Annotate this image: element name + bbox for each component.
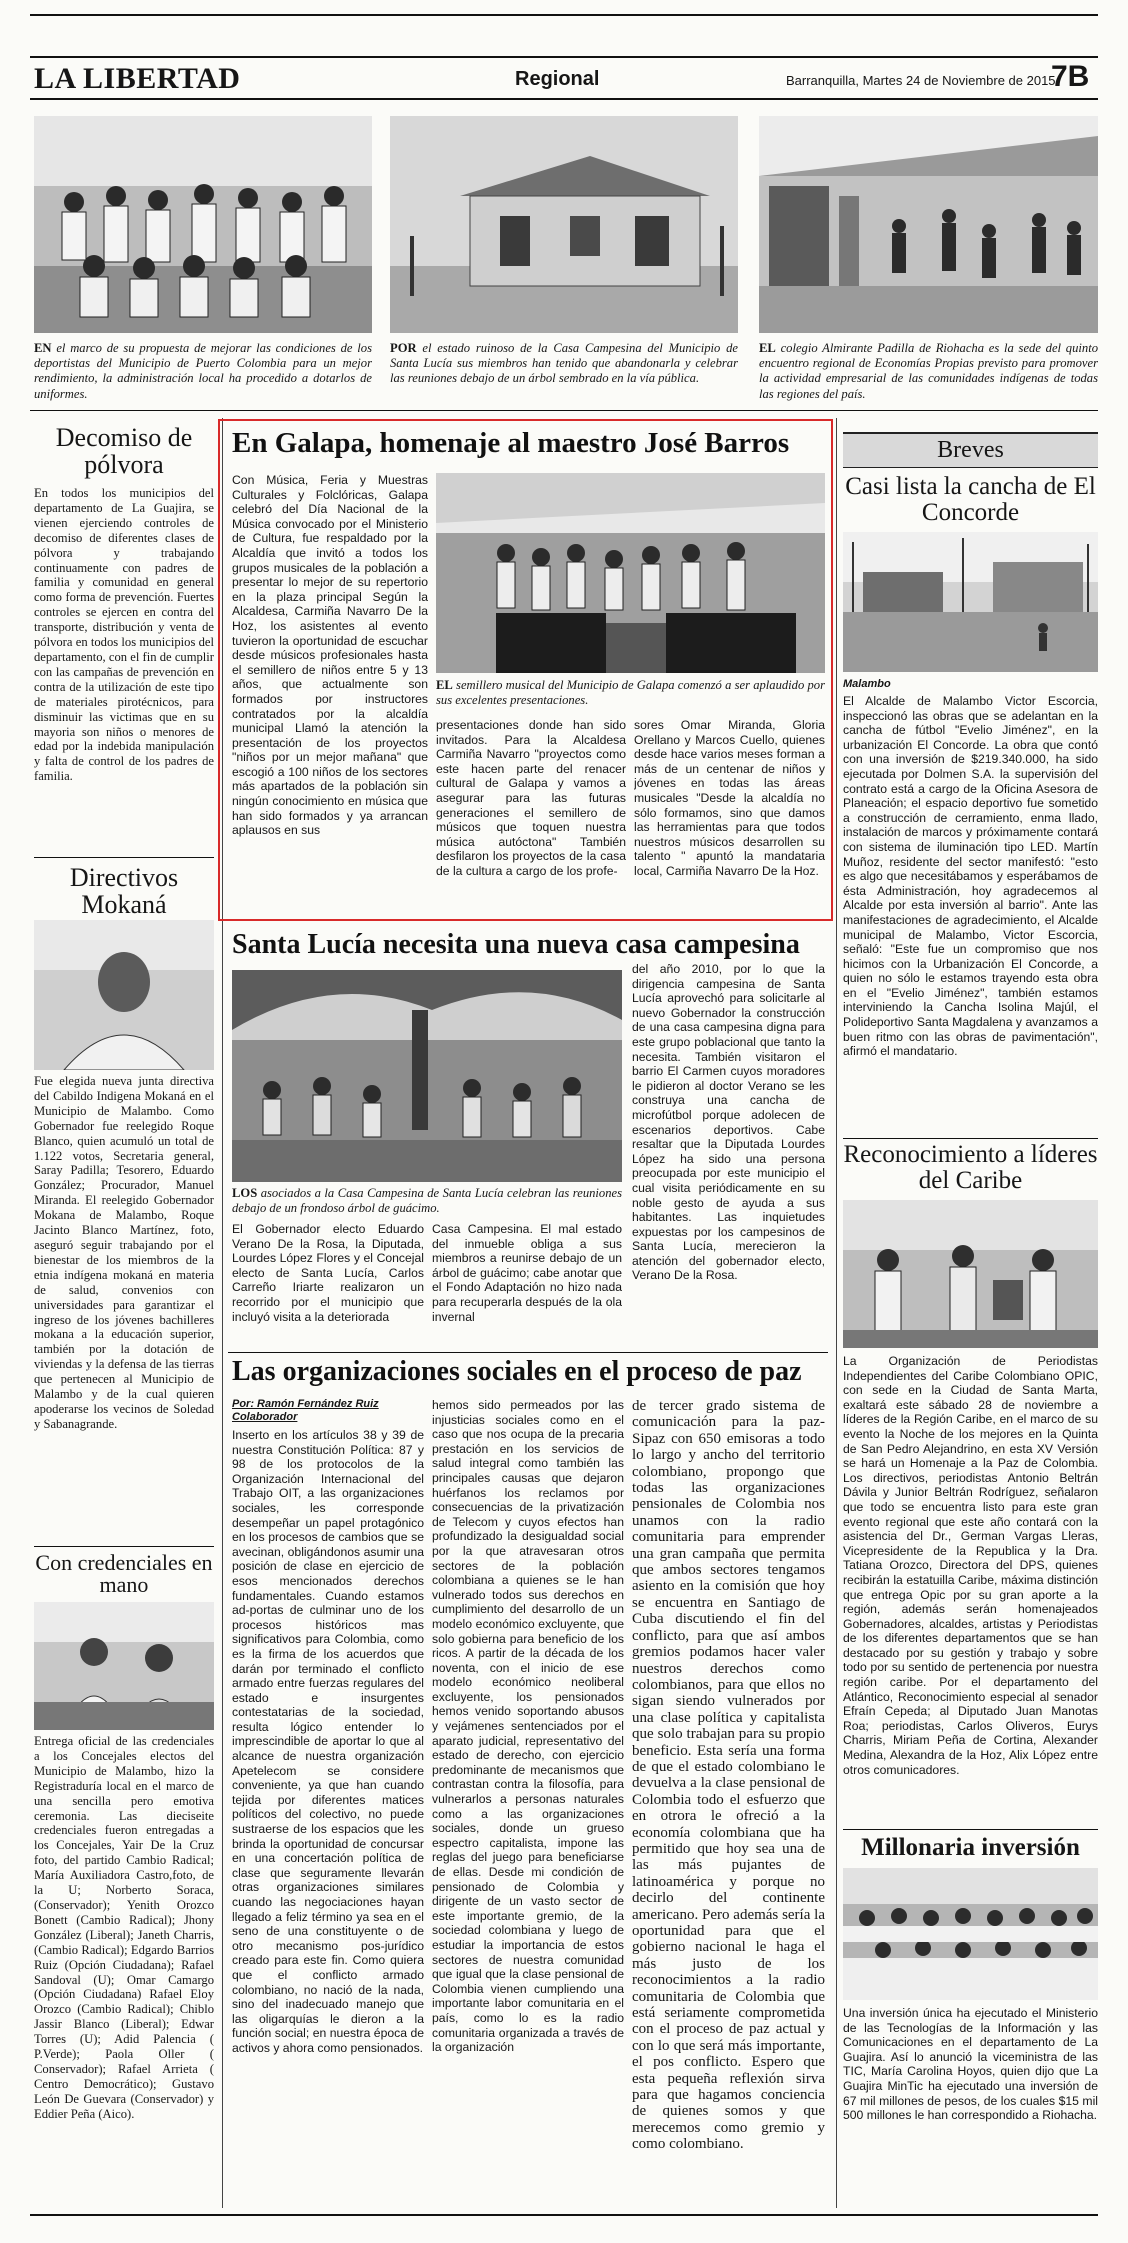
students-photo [843,1868,1098,2000]
galapa-photo-caption: EL semillero musical del Municipio de Galapa comenzó a ser aplaudido por sus excelentes presentaciones. [436,678,825,708]
reconocimiento-headline: Reconocimiento a líderes del Caribe [843,1141,1098,1194]
top-rule [30,14,1098,16]
millonaria-body: Una inversión única ha ejecutado el Ministerio de las Tecnologías de la Información y las Comunicaciones en el departamento de La Guajira. Así lo anunció la viceministra de las TIC, María Carolina Hoyos, quien dijo que La Guajira MinTic ha ejecutado una inversión de 67 mil millones de pesos, de los cuales $15 mil 500 millones le han correspondido a Riohacha. [843,2006,1098,2123]
page-number: 7B [1051,60,1090,93]
organizaciones-col3: de tercer grado sistema de comunicación para la paz- Sipaz con 650 emisoras a todo lo largo y ancho del territorio colombiano, propongo que todas las organizaciones pensionales de Colombia nos unamos con la radio comunitaria para emprender una gran campaña que permita que ambos sectores tengamos asiento en la comisión que hoy se encuentra en Santiago de Cuba discutiendo el fin del conflicto, para que así ambos gremios podamos hacer valer nuestros derechos como colombianos, para que ellos no sigan siendo vulnerados por una clase política y capitalista que solo trabajan para su propio beneficio. Esta sería una forma de que el estado colombiano le devuelva a la clase pensional de Colombia todo el esfuerzo que en otrora le ofreció a la economía colombiana que ha permitido que hoy sea una de las más pujantes de latinoamérica y porque no decirlo del continente americano. Pero además sería la oportunidad para que el gobierno nacional le haga el más justo de los reconocimientos a la radio comunitaria de Colombia que está seriamente comprometida con el proceso de paz actual y con lo que será más importante, el pos conflicto. Espero que esta pequeña reflexión sirva para que hagamos conciencia de quienes somos y que merecemos como gremio y como colombiano. [632,1398,825,2153]
concorde-rule [843,1138,1098,1139]
directivos-headline: Directivos Mokaná [69,863,179,919]
top-photo-2-caption: POR el estado ruinoso de la Casa Campesina del Municipio de Santa Lucía sus miembros han tenido que abandonarla y celebrar las reuniones debajo de un árbol sembrado en la vía pública. [390,341,738,386]
organizaciones-col2: hemos sido permeados por las injusticias sociales como en el caso que nos ocupa de la precaria prestación en los servicios de salud integral como también las principales causas que dejaron huérfanos los reclamos por consecuencias de la privatización de Telecom y cuyos efectos han profundizado la desigualdad social por la que atravesaran otros sectores de la población colombiana a quienes se le han vulnerado todos sus derechos en cumplimiento del desarrollo de un modelo económico excluyente, que solo gobierna para beneficio de los ricos. A partir de la década de los noventa, con el inicio de ese modelo económico neoliberal excluyente, los pensionados hemos venido soportando abusos y vejámenes sentenciados por el aparato judicial, representativo del estado de derecho, con ejercicio predominante de mecanismos que contrastan contra la filosofía, para vulnerarlos a personas naturales como a las organizaciones sociales, donde un grueso espectro capitalista, impone las reglas del juego para beneficiarse de ellas. Desde mi condición de pensionado de Colombia y dirigente de un vasto sector de este importante gremio, de la sociedad colombiana y luego de estudiar la importancia de estos sectores de nuestra comunidad que igual que la clase pensional de Colombia vienen cumpliendo una importante labor comunitaria en el país, como lo es la radio comunitaria organizada a través de la organización [432,1398,624,2055]
dateline: Barranquilla, Martes 24 de Noviembre de 2015 [786,73,1056,88]
santa-lucia-rule [228,1352,828,1353]
santa-lucia-photo-caption: LOS asociados a la Casa Campesina de Santa Lucía celebran las reuniones debajo de un frondoso árbol de guácimo. [232,1186,622,1216]
reconocimiento-body: La Organización de Periodistas Independientes del Caribe Colombiano OPIC, con sede en la Ciudad de Santa Marta, exaltará este sábado 28 de noviembre a líderes de la Región Caribe, en el marco de su evento la Noche de los mejores en la Quinta de San Pedro Alejandrino, en esta XV Versión se hará un Homenaje a la Paz de Colombia. Los directivos, periodistas Antonio Beltrán Dávila y Junior Beltrán Rodríguez, señalaron que todo se encuentra listo para este gran evento regional que este año contará con la asistencia del Dr., German Vargas Lleras, Vicepresidente de la Republica y la Dra. Tatiana Orozco, Directora del DPS, quienes recibirán la estatuilla Caribe, máxima distinción que entrega Opic por su gran aporte a la región, además serán homenajeados Gobernadores, alcaldes, artistas y Periodistas de los diferentes departamentos que se han destacado por su gestión y trabajo y sobre todo por su sentido de pertenencia por nuestra región caribe. Por el departamento del Atlántico, Reconocimiento especial al senador Efraín Cepeda; al Diputado Juan Manotas Roa; periodistas, Carlos Oliveros, Eurys Charris, Miriam Peña de Cortina, Alexander Medina, Alexandra de la Hoz, Alix López entre otros comunicadores. [843,1354,1098,1777]
credentials-ceremony-photo [34,1602,214,1730]
masthead-rule-top [30,56,1098,58]
directivos-body: Fue elegida nueva junta directiva del Cabildo Indigena Mokaná en el Municipio de Malambo. Como Gobernador fue reelegido Roque Blanco, quien acumuló un total de 1.122 votos, Secretaria general, Saray Padilla; Tesorero, Eduardo González; Procurador, Manuel Miranda. El reelegido Gobernador Mokana de Malambo, Roque Jacinto Blanco Martínez, foto, aseguró seguir trabajando por el bienestar de los miembros de la etnia indígena mokaná en materia de salud, convenios con universidades para garantizar el ingreso de los jóvenes bachilleres mokana a la educación superior, también por la dotación de viviendas y la defensa de las tierras que pertenecen al Municipio de Malambo y de la cual quieren apoderarse los vecinos de Soledad y Sabanagrande. [34,1074,214,1431]
decomiso-headline: Decomiso de pólvora [55,423,193,479]
reconocimiento-rule [843,1829,1098,1830]
galapa-col2: presentaciones donde han sido invitados. Para la Alcaldesa Carmiña Navarro "proyectos como este hacen parte del renacer cultural de Galapa y vamos a asegurar para las futuras generaciones el semillero de músicos que toquen nuestra música autóctona" También desfilaron los proyectos de la casa de la cultura a cargo de los profe- [436,718,626,878]
santa-lucia-col2: Casa Campesina. El mal estado del inmueble obliga a sus miembros a reunirse debajo de un árbol de guácimo; cabe anotar que el Fondo Adaptación no hizo nada para recuperarla después de la ola invernal [432,1222,622,1324]
top-photo-1-caption: EN el marco de su propuesta de mejorar las condiciones de los deportistas del Municipio de Puerto Colombia para un mejor rendimiento, la administración local ha procedido a dotarlos de uniformes. [34,341,372,401]
bottom-rule [30,2214,1098,2216]
organizaciones-col1: Inserto en los artículos 38 y 39 de nuestra Constitución Política: 87 y 98 de los protocolos de la Organización Internacional del Trabajo OIT, a las organizaciones sociales, les corresponde desempeñar un papel protagónico en los procesos de cambios que se avecinan, obligándonos asumir una posición de clase en ejercicio de esos mencionados derechos fundamentales. Cuando estamos ad-portas de culminar uno de los procesos históricos mas significativos para Colombia, como es la firma de los acuerdos que darán por terminado el conflicto armado entre fuerzas regulares del estado e insurgentes contestatarias de la sociedad, resulta lógico entender lo imprescindible de aportar lo que al alcance de nuestra organización Apetelecom se considere conveniente, ya que han cuando tejida por diferentes matices políticos del colectivo, no puede sustraerse de los espacios que les brinda la oportunidad de concursar en una concertación política de clase que seguramente llevarán otras organizaciones similares cuando las negociaciones hayan llegado a feliz término ya sea en el seno de una constituyente o de otro mecanismo pos-jurídico creado para este fin. Como quiera que el conflicto armado colombiano, no nació de la nada, sino del inadecuado manejo que las oligarquías le dieron a la función social; en nuestra época de activos y ahora como pensionados. [232,1428,424,2055]
top-photo-3-caption: EL colegio Almirante Padilla de Riohacha es la sede del quinto encuentro regional de Economías Propias previsto para promover la actividad empresarial de las comunidades indígenas de todas las regiones del país. [759,341,1098,401]
credenciales-headline: Con credenciales en mano [35,1550,213,1597]
galapa-col3: sores Omar Miranda, Gloria Orellano y Marcos Cuello, quienes desde hace varios meses forman a más de un centenar de niños y jóvenes en todas las áreas musicales "Desde la alcaldía no sólo formamos, sino que damos las herramientas para que todos nuestros músicos desarrollen su talento " apuntó la mandataria local, Carmiña Navarro De la Hoz. [634,718,825,878]
music-band-photo [436,473,825,673]
breves-label: Breves [843,432,1098,468]
directivos-rule [34,1546,214,1547]
credenciales-body: Entrega oficial de las credenciales a los Concejales electos del Municipio de Malambo, hizo la Registraduría local en el marco de una sencilla pero emotiva ceremonia. Las dieciseite credenciales fueron entregadas a los Concejales, Yair De la Cruz foto, del partido Cambio Radical; María Auxiliadora Castro,foto, de la U; Norberto Soraca, (Conservador); Yenith Orozco Bonett (Cambio Radical); Jhony González (Liberal); Janeth Charris, (Cambio Radical); Edgardo Barrios Ruiz (Opción Ciudadana); Rafael Sandoval (U); Omar Camargo (Opción Ciudadana) Rafael Eloy Orozco (Cambio Radical); Chiblo Jassir Blanco (Liberal); Edwar Torres (U); Adid Palencia ( P.Verde); Paola Oller ( Conservador); Rafael Arrieta ( Centro Democrático); Gustavo León De Guevara (Conservador) y Eddier Peña (Aico). [34,1734,214,2121]
organizaciones-headline: Las organizaciones sociales en el proceso de paz [232,1356,802,1387]
masthead-rule-bottom [30,98,1098,100]
school-fair-photo [759,116,1098,333]
galapa-headline: En Galapa, homenaje al maestro José Barros [232,427,790,459]
paper-name: LA LIBERTAD [34,62,241,95]
concorde-body: El Alcalde de Malambo Victor Escorcia, inspeccionó las obras que se adelantan en la cancha de fútbol "Evelio Jiménez", en la urbanización El Concorde. La obra que contó con una inversión de $219.340.000, ha sido ejecutada por Dolmen S.A. la supervisión del contrato está a cargo de la Oficina Asesora de Planeación; el espacio deportivo fue sometido a construcción de cerramiento, enma llado, instalación de marcos y próximamente contará con sistema de iluminación tipo LED. Martín Muñoz, residente del sector manifestó: "esto es algo que necesitábamos y esperábamos de ésta Administración, hoy agradecemos al Alcalde por esta inversión al barrio". Ante las manifestaciones de agradecimiento, el Alcalde municipal de Malambo, Victor Escorcia, señaló: "Este fue un compromiso que nos hicimos con la Urbanización El Concorde, a quien no sólo le estamos trayendo esta obra en el "Evelio Jiménez", también estamos interviniendo la Cancha Isolina Majúl, el Polideportivo Santa Magdalena y avanzamos a buen ritmo con las obras de pavimentación", afirmó el mandatario. [843,694,1098,1059]
santa-lucia-col3: del año 2010, por lo que la dirigencia campesina de Santa Lucía aprovechó para solicitarle al nuevo Gobernador la construcción de una casa campesina digna para este grupo poblacional que tanto la necesita. También visitaron el barrio El Carmen cuyos moradores le pidieron al doctor Verano se les construya una cancha de microfútbol porque adolecen de escenarios deportivos. Cabe resaltar que la Diputada Lourdes López ha sido una persona preocupada por este municipio el cual visita periódicamente en su noble gesto de ayuda a sus habitantes. Las inquietudes expuestas por los campesinos de Santa Lucía, merecieron la atención del gobernador electo, Verano De la Rosa. [632,962,825,1283]
right-column-divider [836,418,837,2208]
decomiso-rule [34,857,214,858]
section-title: Regional [515,68,600,90]
governor-portrait [34,920,214,1070]
santa-lucia-headline: Santa Lucía necesita una nueva casa campesina [232,929,800,960]
sports-team-photo [34,116,372,333]
decomiso-body: En todos los municipios del departamento de La Guajira, se vienen ejerciendo controles de decomiso de diferentes clases de pólvora y trabajando continuamente con padres de familia y comunidad en general como forma de prevención. Fuertes controles se ejercen en contra del transporte, distribución y venta de pólvora en todos los municipios del departamento, con el fin de cumplir con las campañas de prevención en contra de la utilización de este tipo de materiales pirotécnicos, para disminuir las victimas que en su mayoria son niños o menores de edad por la indebida manipulación y falta de control de los padres de familia. [34,486,214,784]
byline: Por: Ramón Fernández Ruiz Colaborador [232,1398,379,1423]
concorde-headline: Casi lista la cancha de El Concorde [845,473,1096,526]
santa-lucia-col1: El Gobernador electo Eduardo Verano De la Rosa, la Diputada, Lourdes López Flores y el Concejal electo de Santa Lucía, Carlos Carreño Iriarte realizaron un recorrido por el municipio que incluyó visita a la deteriorada [232,1222,424,1324]
galapa-col1: Con Música, Feria y Muestras Culturales y Folclóricas, Galapa celebró del Día Nacional de la Música convocado por el Ministerio de Cultura, fue respaldado por la Alcaldía que invitó a todos los grupos musicales de la población a presentar lo mejor de su repertorio en la plaza principal Según la Alcaldesa, Carmiña Navarro De la Hoz, los asistentes al evento tuvieron la oportunidad de escuchar desde músicos profesionales hasta el semillero de niños entre 5 y 13 años, que actualmente son formados por instructores contratados por la alcaldía municipal Llamó la atención la presentación de los proyectos "niños por un mejor mañana" que escogió a 100 niños de los sectores más apartados de la población sin ningún conocimiento en música que han sido formados y ya arrancan aplausos en sus [232,473,428,838]
farmers-meeting-photo [232,970,622,1182]
ruined-house-photo [390,116,738,333]
journalists-award-photo [843,1200,1098,1348]
concorde-place: Malambo [843,678,891,690]
soccer-field-photo [843,532,1098,672]
top-section-rule [30,410,1098,411]
millonaria-headline: Millonaria inversión [861,1834,1080,1861]
